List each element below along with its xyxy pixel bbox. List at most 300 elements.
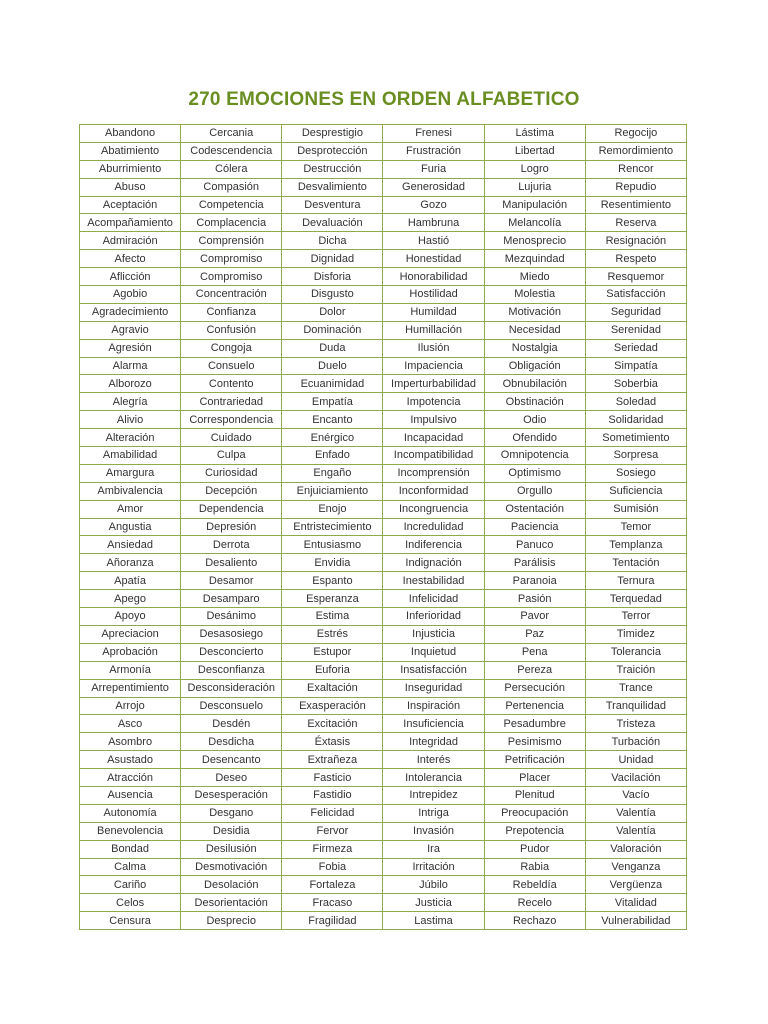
table-cell: Honestidad (383, 250, 484, 268)
table-cell: Añoranza (80, 554, 181, 572)
table-cell: Desaliento (181, 554, 282, 572)
table-cell: Intolerancia (383, 769, 484, 787)
table-row (80, 286, 687, 304)
table-cell: Dependencia (181, 500, 282, 518)
table-cell: Estrés (282, 625, 383, 643)
table-cell: Agradecimiento (80, 303, 181, 321)
table-cell: Ansiedad (80, 536, 181, 554)
table-cell: Pena (484, 643, 585, 661)
table-cell: Simpatía (585, 357, 686, 375)
table-cell: Tolerancia (585, 643, 686, 661)
table-cell: Cercania (181, 125, 282, 143)
table-cell: Euforia (282, 661, 383, 679)
table-cell: Ostentación (484, 500, 585, 518)
table-cell: Satisfacción (585, 286, 686, 304)
table-cell: Destrucción (282, 160, 383, 178)
table-cell: Molestia (484, 286, 585, 304)
table-cell: Enfado (282, 447, 383, 465)
table-cell: Apoyo (80, 608, 181, 626)
table-row (80, 357, 687, 375)
table-cell: Desamparo (181, 590, 282, 608)
table-cell: Repudio (585, 178, 686, 196)
table-cell: Desidia (181, 822, 282, 840)
table-cell: Pereza (484, 661, 585, 679)
table-cell: Compromiso (181, 268, 282, 286)
table-cell: Consuelo (181, 357, 282, 375)
table-cell: Inseguridad (383, 679, 484, 697)
table-cell: Fragilidad (282, 912, 383, 930)
table-cell: Aprobación (80, 643, 181, 661)
table-cell: Codescendencia (181, 142, 282, 160)
table-cell: Temor (585, 518, 686, 536)
table-cell: Sorpresa (585, 447, 686, 465)
page-title: 270 EMOCIONES EN ORDEN ALFABETICO (188, 89, 580, 110)
table-cell: Cuidado (181, 429, 282, 447)
table-cell: Insatisfacción (383, 661, 484, 679)
table-cell: Compromiso (181, 250, 282, 268)
table-row (80, 411, 687, 429)
table-cell: Injusticia (383, 625, 484, 643)
table-cell: Impotencia (383, 393, 484, 411)
table-cell: Entristecimiento (282, 518, 383, 536)
table-cell: Atracción (80, 769, 181, 787)
table-cell: Desilusión (181, 840, 282, 858)
table-cell: Comprensión (181, 232, 282, 250)
table-cell: Censura (80, 912, 181, 930)
table-cell: Nostalgia (484, 339, 585, 357)
table-cell: Derrota (181, 536, 282, 554)
table-cell: Duda (282, 339, 383, 357)
table-cell: Resignación (585, 232, 686, 250)
table-cell: Miedo (484, 268, 585, 286)
table-cell: Lastima (383, 912, 484, 930)
table-cell: Fastidio (282, 786, 383, 804)
table-cell: Manipulación (484, 196, 585, 214)
table-row (80, 429, 687, 447)
table-cell: Arrepentimiento (80, 679, 181, 697)
table-cell: Pertenencia (484, 697, 585, 715)
table-cell: Agobio (80, 286, 181, 304)
table-row (80, 321, 687, 339)
table-cell: Rencor (585, 160, 686, 178)
table-cell: Culpa (181, 447, 282, 465)
table-cell: Correspondencia (181, 411, 282, 429)
table-cell: Valentía (585, 804, 686, 822)
table-cell: Terquedad (585, 590, 686, 608)
table-cell: Resquemor (585, 268, 686, 286)
table-cell: Desconfianza (181, 661, 282, 679)
table-cell: Ecuanimidad (282, 375, 383, 393)
table-cell: Depresión (181, 518, 282, 536)
table-cell: Timidez (585, 625, 686, 643)
table-cell: Exasperación (282, 697, 383, 715)
table-cell: Exaltación (282, 679, 383, 697)
table-cell: Engaño (282, 464, 383, 482)
table-cell: Pavor (484, 608, 585, 626)
table-cell: Valoración (585, 840, 686, 858)
table-row (80, 804, 687, 822)
table-cell: Desconsuelo (181, 697, 282, 715)
table-cell: Desmotivación (181, 858, 282, 876)
table-cell: Tranquilidad (585, 697, 686, 715)
table-cell: Congoja (181, 339, 282, 357)
table-cell: Soledad (585, 393, 686, 411)
table-row (80, 822, 687, 840)
table-cell: Envidia (282, 554, 383, 572)
table-cell: Impaciencia (383, 357, 484, 375)
table-cell: Abandono (80, 125, 181, 143)
table-cell: Competencia (181, 196, 282, 214)
table-row (80, 625, 687, 643)
table-cell: Inconformidad (383, 482, 484, 500)
table-cell: Fervor (282, 822, 383, 840)
table-cell: Amor (80, 500, 181, 518)
table-cell: Ambivalencia (80, 482, 181, 500)
table-cell: Asco (80, 715, 181, 733)
table-row (80, 643, 687, 661)
table-cell: Duelo (282, 357, 383, 375)
table-cell: Contento (181, 375, 282, 393)
table-cell: Hambruna (383, 214, 484, 232)
table-cell: Benevolencia (80, 822, 181, 840)
table-cell: Impulsivo (383, 411, 484, 429)
table-row (80, 500, 687, 518)
table-cell: Incomprensión (383, 464, 484, 482)
table-cell: Arrojo (80, 697, 181, 715)
table-row (80, 250, 687, 268)
table-cell: Dolor (282, 303, 383, 321)
table-cell: Vergüenza (585, 876, 686, 894)
table-row (80, 393, 687, 411)
table-cell: Interés (383, 751, 484, 769)
table-cell: Incongruencia (383, 500, 484, 518)
table-row (80, 697, 687, 715)
table-cell: Fasticio (282, 769, 383, 787)
table-cell: Insuficiencia (383, 715, 484, 733)
table-cell: Concentración (181, 286, 282, 304)
table-cell: Trance (585, 679, 686, 697)
table-row (80, 125, 687, 143)
table-cell: Pesadumbre (484, 715, 585, 733)
table-cell: Asustado (80, 751, 181, 769)
table-cell: Rabia (484, 858, 585, 876)
table-cell: Dominación (282, 321, 383, 339)
table-cell: Desdén (181, 715, 282, 733)
table-cell: Angustia (80, 518, 181, 536)
table-cell: Prepotencia (484, 822, 585, 840)
table-cell: Pesimismo (484, 733, 585, 751)
table-cell: Complacencia (181, 214, 282, 232)
table-cell: Sosiego (585, 464, 686, 482)
table-cell: Justicia (383, 894, 484, 912)
table-row (80, 160, 687, 178)
table-cell: Confianza (181, 303, 282, 321)
table-cell: Dignidad (282, 250, 383, 268)
table-cell: Firmeza (282, 840, 383, 858)
table-cell: Valentía (585, 822, 686, 840)
table-cell: Ilusión (383, 339, 484, 357)
table-cell: Desconsideración (181, 679, 282, 697)
table-cell: Fortaleza (282, 876, 383, 894)
table-cell: Mezquindad (484, 250, 585, 268)
table-cell: Desencanto (181, 751, 282, 769)
table-cell: Gozo (383, 196, 484, 214)
table-cell: Tentación (585, 554, 686, 572)
table-cell: Desprotección (282, 142, 383, 160)
table-row (80, 232, 687, 250)
table-cell: Armonía (80, 661, 181, 679)
table-cell: Desdicha (181, 733, 282, 751)
table-cell: Enérgico (282, 429, 383, 447)
table-cell: Asombro (80, 733, 181, 751)
table-row (80, 733, 687, 751)
table-cell: Odio (484, 411, 585, 429)
table-cell: Orgullo (484, 482, 585, 500)
table-cell: Desorientación (181, 894, 282, 912)
table-cell: Extrañeza (282, 751, 383, 769)
table-cell: Resentimiento (585, 196, 686, 214)
table-cell: Intrepidez (383, 786, 484, 804)
table-cell: Desprecio (181, 912, 282, 930)
table-cell: Desesperación (181, 786, 282, 804)
table-cell: Paranoia (484, 572, 585, 590)
table-cell: Dicha (282, 232, 383, 250)
table-cell: Honorabilidad (383, 268, 484, 286)
table-cell: Generosidad (383, 178, 484, 196)
table-cell: Obnubilación (484, 375, 585, 393)
table-cell: Ternura (585, 572, 686, 590)
table-cell: Aflicción (80, 268, 181, 286)
table-cell: Aburrimiento (80, 160, 181, 178)
table-cell: Inspiración (383, 697, 484, 715)
table-row (80, 786, 687, 804)
table-cell: Preocupación (484, 804, 585, 822)
table-cell: Obstinación (484, 393, 585, 411)
table-cell: Solidaridad (585, 411, 686, 429)
table-row (80, 554, 687, 572)
table-cell: Turbación (585, 733, 686, 751)
table-cell: Entusiasmo (282, 536, 383, 554)
table-row (80, 339, 687, 357)
table-cell: Hostilidad (383, 286, 484, 304)
table-cell: Autonomía (80, 804, 181, 822)
table-cell: Apatía (80, 572, 181, 590)
table-cell: Apreciacion (80, 625, 181, 643)
table-row (80, 590, 687, 608)
table-cell: Desasosiego (181, 625, 282, 643)
table-cell: Ausencia (80, 786, 181, 804)
table-cell: Petrificación (484, 751, 585, 769)
table-row (80, 536, 687, 554)
table-cell: Vulnerabilidad (585, 912, 686, 930)
table-cell: Devaluación (282, 214, 383, 232)
table-cell: Soberbia (585, 375, 686, 393)
table-cell: Optimismo (484, 464, 585, 482)
table-cell: Suficiencia (585, 482, 686, 500)
table-cell: Disforia (282, 268, 383, 286)
table-row (80, 268, 687, 286)
table-cell: Libertad (484, 142, 585, 160)
table-cell: Enjuiciamiento (282, 482, 383, 500)
table-cell: Persecución (484, 679, 585, 697)
table-cell: Furia (383, 160, 484, 178)
table-cell: Excitación (282, 715, 383, 733)
table-cell: Celos (80, 894, 181, 912)
table-cell: Fracaso (282, 894, 383, 912)
table-cell: Vitalidad (585, 894, 686, 912)
table-cell: Sometimiento (585, 429, 686, 447)
table-row (80, 679, 687, 697)
table-cell: Rebeldía (484, 876, 585, 894)
table-cell: Humildad (383, 303, 484, 321)
table-cell: Omnipotencia (484, 447, 585, 465)
table-cell: Espanto (282, 572, 383, 590)
table-cell: Amabilidad (80, 447, 181, 465)
table-cell: Respeto (585, 250, 686, 268)
table-cell: Contrariedad (181, 393, 282, 411)
table-row (80, 303, 687, 321)
table-cell: Deseo (181, 769, 282, 787)
table-cell: Tristeza (585, 715, 686, 733)
table-cell: Decepción (181, 482, 282, 500)
table-row (80, 178, 687, 196)
table-cell: Acompañamiento (80, 214, 181, 232)
table-cell: Alegría (80, 393, 181, 411)
table-cell: Desvalimiento (282, 178, 383, 196)
table-cell: Vacilación (585, 769, 686, 787)
table-cell: Incredulidad (383, 518, 484, 536)
table-cell: Felicidad (282, 804, 383, 822)
table-cell: Desánimo (181, 608, 282, 626)
table-cell: Bondad (80, 840, 181, 858)
table-cell: Pudor (484, 840, 585, 858)
table-cell: Incompatibilidad (383, 447, 484, 465)
table-cell: Calma (80, 858, 181, 876)
table-cell: Alarma (80, 357, 181, 375)
table-cell: Confusión (181, 321, 282, 339)
table-cell: Paciencia (484, 518, 585, 536)
table-cell: Plenitud (484, 786, 585, 804)
table-cell: Logro (484, 160, 585, 178)
table-cell: Reserva (585, 214, 686, 232)
table-cell: Indiferencia (383, 536, 484, 554)
table-row (80, 214, 687, 232)
table-row (80, 858, 687, 876)
table-cell: Invasión (383, 822, 484, 840)
table-cell: Afecto (80, 250, 181, 268)
emotions-table (79, 124, 687, 930)
table-cell: Fobia (282, 858, 383, 876)
table-cell: Alivio (80, 411, 181, 429)
table-cell: Paz (484, 625, 585, 643)
table-row (80, 196, 687, 214)
table-cell: Amargura (80, 464, 181, 482)
table-row (80, 751, 687, 769)
table-cell: Desamor (181, 572, 282, 590)
table-cell: Encanto (282, 411, 383, 429)
table-cell: Frenesi (383, 125, 484, 143)
table-cell: Serenidad (585, 321, 686, 339)
table-cell: Sumisión (585, 500, 686, 518)
table-cell: Alborozo (80, 375, 181, 393)
table-cell: Frustración (383, 142, 484, 160)
table-cell: Agresión (80, 339, 181, 357)
table-cell: Remordimiento (585, 142, 686, 160)
table-row (80, 894, 687, 912)
table-cell: Desgano (181, 804, 282, 822)
table-row (80, 608, 687, 626)
table-cell: Traición (585, 661, 686, 679)
table-cell: Enojo (282, 500, 383, 518)
table-cell: Cólera (181, 160, 282, 178)
table-cell: Aceptación (80, 196, 181, 214)
table-row (80, 572, 687, 590)
table-cell: Indignación (383, 554, 484, 572)
table-cell: Infelicidad (383, 590, 484, 608)
table-cell: Templanza (585, 536, 686, 554)
table-cell: Parálisis (484, 554, 585, 572)
table-cell: Placer (484, 769, 585, 787)
table-cell: Regocijo (585, 125, 686, 143)
table-cell: Desolación (181, 876, 282, 894)
table-cell: Pasión (484, 590, 585, 608)
table-cell: Apego (80, 590, 181, 608)
table-cell: Venganza (585, 858, 686, 876)
table-cell: Éxtasis (282, 733, 383, 751)
table-cell: Seriedad (585, 339, 686, 357)
table-cell: Ira (383, 840, 484, 858)
table-cell: Admiración (80, 232, 181, 250)
table-cell: Cariño (80, 876, 181, 894)
table-cell: Obligación (484, 357, 585, 375)
table-cell: Empatía (282, 393, 383, 411)
table-cell: Recelo (484, 894, 585, 912)
table-cell: Necesidad (484, 321, 585, 339)
table-cell: Inferioridad (383, 608, 484, 626)
table-cell: Melancolía (484, 214, 585, 232)
table-cell: Ofendido (484, 429, 585, 447)
table-row (80, 769, 687, 787)
table-row (80, 661, 687, 679)
table-row (80, 518, 687, 536)
table-cell: Desconcierto (181, 643, 282, 661)
table-cell: Menosprecio (484, 232, 585, 250)
table-row (80, 912, 687, 930)
table-cell: Agravio (80, 321, 181, 339)
table-row (80, 482, 687, 500)
table-cell: Seguridad (585, 303, 686, 321)
table-row (80, 876, 687, 894)
table-cell: Disgusto (282, 286, 383, 304)
table-cell: Compasión (181, 178, 282, 196)
table-cell: Hastió (383, 232, 484, 250)
table-cell: Terror (585, 608, 686, 626)
table-cell: Curiosidad (181, 464, 282, 482)
table-row (80, 715, 687, 733)
table-row (80, 142, 687, 160)
table-cell: Integridad (383, 733, 484, 751)
table-cell: Desprestigio (282, 125, 383, 143)
table-cell: Inquietud (383, 643, 484, 661)
table-cell: Irritación (383, 858, 484, 876)
table-cell: Incapacidad (383, 429, 484, 447)
table-cell: Rechazo (484, 912, 585, 930)
table-row (80, 840, 687, 858)
table-cell: Inestabilidad (383, 572, 484, 590)
table-row (80, 464, 687, 482)
table-cell: Esperanza (282, 590, 383, 608)
table-cell: Lástima (484, 125, 585, 143)
